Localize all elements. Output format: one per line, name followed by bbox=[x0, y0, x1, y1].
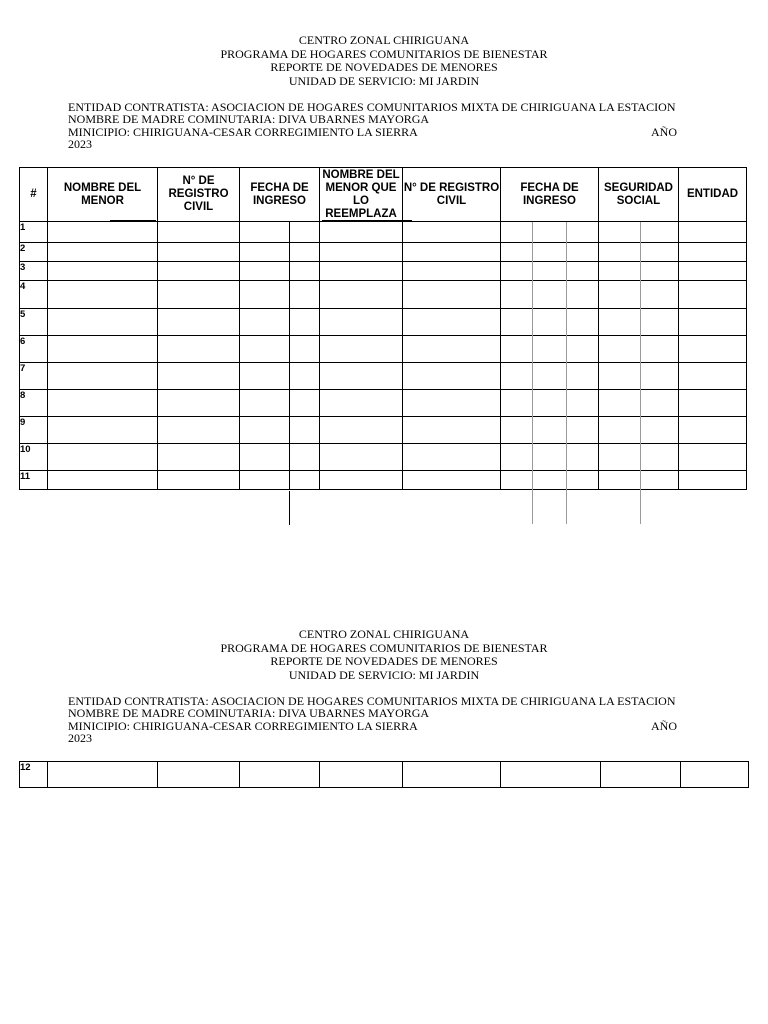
entidad-contratista: ENTIDAD CONTRATISTA: ASOCIACION DE HOGARES COMUNITARIOS MIXTA DE CHIRIGUANA LA ESTACION bbox=[68, 100, 676, 114]
row-number: 8 bbox=[20, 390, 48, 417]
row-number: 10 bbox=[20, 444, 48, 471]
anio-value: 2023 bbox=[68, 730, 92, 745]
table-cell[interactable] bbox=[158, 309, 240, 336]
table-cell[interactable] bbox=[599, 471, 679, 490]
table-cell[interactable] bbox=[290, 363, 320, 390]
header-program: PROGRAMA DE HOGARES COMUNITARIOS DE BIENESTAR bbox=[220, 640, 548, 655]
header-seguridad-social: SEGURIDAD SOCIAL bbox=[599, 168, 679, 222]
table-cell[interactable] bbox=[290, 281, 320, 309]
table-cell[interactable] bbox=[48, 243, 158, 262]
table-cell[interactable] bbox=[158, 762, 240, 788]
table-cell[interactable] bbox=[601, 762, 681, 788]
table-cell[interactable] bbox=[599, 444, 679, 471]
table-cell[interactable] bbox=[48, 309, 158, 336]
madre-comunitaria: NOMBRE DE MADRE COMINUTARIA: DIVA UBARNES MAYORGA bbox=[68, 706, 430, 721]
column-divider-extension bbox=[532, 222, 533, 524]
table-cell[interactable] bbox=[403, 262, 501, 281]
table-cell[interactable] bbox=[679, 262, 747, 281]
report-header-2 bbox=[0, 628, 768, 682]
header-zone: CENTRO ZONAL CHIRIGUANA bbox=[298, 627, 470, 641]
table-cell[interactable] bbox=[501, 363, 599, 390]
table-cell[interactable] bbox=[599, 417, 679, 444]
table-cell[interactable] bbox=[48, 390, 158, 417]
header-registro-civil-2: N° DE REGISTRO CIVIL bbox=[403, 168, 501, 222]
table-cell[interactable] bbox=[403, 222, 501, 243]
table-cell[interactable] bbox=[501, 309, 599, 336]
row-number: 3 bbox=[20, 262, 48, 281]
row-number: 2 bbox=[20, 243, 48, 262]
table-row bbox=[20, 444, 747, 471]
table-cell[interactable] bbox=[679, 471, 747, 490]
table-cell[interactable] bbox=[240, 309, 290, 336]
table-cell[interactable] bbox=[679, 390, 747, 417]
anio-label: AÑO bbox=[651, 124, 677, 139]
table-cell[interactable] bbox=[679, 309, 747, 336]
header-service-unit: UNIDAD DE SERVICIO: MI JARDIN bbox=[288, 667, 480, 682]
table-cell[interactable] bbox=[320, 281, 403, 309]
table-cell[interactable] bbox=[240, 417, 290, 444]
row-number: 7 bbox=[20, 363, 48, 390]
table-cell[interactable] bbox=[599, 281, 679, 309]
table-row bbox=[20, 471, 747, 490]
table-cell[interactable] bbox=[158, 243, 240, 262]
table-cell[interactable] bbox=[320, 363, 403, 390]
table-cell[interactable] bbox=[501, 471, 599, 490]
table-cell[interactable] bbox=[290, 262, 320, 281]
table-cell[interactable] bbox=[681, 762, 749, 788]
table-cell[interactable] bbox=[501, 444, 599, 471]
table-cell[interactable] bbox=[290, 471, 320, 490]
header-program: PROGRAMA DE HOGARES COMUNITARIOS DE BIENESTAR bbox=[220, 46, 548, 61]
header-zone: CENTRO ZONAL CHIRIGUANA bbox=[298, 33, 470, 47]
table-cell[interactable] bbox=[679, 243, 747, 262]
table-cell[interactable] bbox=[679, 417, 747, 444]
row-number: 6 bbox=[20, 336, 48, 363]
table-cell[interactable] bbox=[403, 762, 501, 788]
table-cell[interactable] bbox=[290, 336, 320, 363]
table-cell[interactable] bbox=[501, 262, 599, 281]
table-cell[interactable] bbox=[240, 243, 290, 262]
anio-value: 2023 bbox=[68, 136, 92, 151]
table-cell[interactable] bbox=[320, 262, 403, 281]
table-cell[interactable] bbox=[679, 281, 747, 309]
table-cell[interactable] bbox=[403, 243, 501, 262]
table-row bbox=[20, 309, 747, 336]
table-cell[interactable] bbox=[403, 471, 501, 490]
table-row bbox=[20, 363, 747, 390]
table-cell[interactable] bbox=[403, 281, 501, 309]
table-cell[interactable] bbox=[240, 262, 290, 281]
row-number: 1 bbox=[20, 222, 48, 243]
table-cell[interactable] bbox=[403, 309, 501, 336]
municipio-line bbox=[68, 720, 708, 732]
table-row bbox=[20, 243, 747, 262]
table-row bbox=[20, 222, 747, 243]
header-underline bbox=[322, 220, 412, 221]
table-row bbox=[20, 262, 747, 281]
header-entidad: ENTIDAD bbox=[679, 168, 747, 222]
table-row bbox=[20, 281, 747, 309]
table-cell[interactable] bbox=[290, 309, 320, 336]
table-cell[interactable] bbox=[48, 762, 158, 788]
header-report-title: REPORTE DE NOVEDADES DE MENORES bbox=[270, 654, 498, 668]
table-cell[interactable] bbox=[501, 281, 599, 309]
table-cell[interactable] bbox=[599, 309, 679, 336]
table-cell[interactable] bbox=[320, 222, 403, 243]
table-cell[interactable] bbox=[290, 390, 320, 417]
novedades-table-2 bbox=[19, 761, 749, 788]
table-cell[interactable] bbox=[501, 222, 599, 243]
table-cell[interactable] bbox=[679, 444, 747, 471]
row-number: 11 bbox=[20, 471, 48, 490]
table-cell[interactable] bbox=[240, 363, 290, 390]
table-cell[interactable] bbox=[48, 444, 158, 471]
anio-label: AÑO bbox=[651, 718, 677, 733]
header-fecha-ingreso-2: FECHA DE INGRESO bbox=[501, 168, 599, 222]
table-cell[interactable] bbox=[501, 390, 599, 417]
table-cell[interactable] bbox=[240, 471, 290, 490]
table-cell[interactable] bbox=[158, 281, 240, 309]
table-cell[interactable] bbox=[501, 762, 601, 788]
table-cell[interactable] bbox=[240, 222, 290, 243]
table-cell[interactable] bbox=[158, 336, 240, 363]
header-service-unit: UNIDAD DE SERVICIO: MI JARDIN bbox=[288, 73, 480, 88]
table-cell[interactable] bbox=[599, 222, 679, 243]
row-number: 4 bbox=[20, 281, 48, 309]
table-cell[interactable] bbox=[240, 444, 290, 471]
column-divider-extension bbox=[289, 491, 290, 525]
info-block-2 bbox=[68, 695, 708, 744]
table-cell[interactable] bbox=[320, 444, 403, 471]
table-cell[interactable] bbox=[158, 262, 240, 281]
municipio: MINICIPIO: CHIRIGUANA-CESAR CORREGIMIENTO LA SIERRA bbox=[68, 124, 418, 139]
table-row bbox=[20, 390, 747, 417]
table-cell[interactable] bbox=[158, 363, 240, 390]
madre-comunitaria: NOMBRE DE MADRE COMINUTARIA: DIVA UBARNES MAYORGA bbox=[68, 112, 430, 127]
table-cell[interactable] bbox=[403, 417, 501, 444]
table-cell[interactable] bbox=[48, 363, 158, 390]
table-cell[interactable] bbox=[48, 471, 158, 490]
table-cell[interactable] bbox=[48, 262, 158, 281]
header-hash: # bbox=[20, 168, 48, 222]
table-cell[interactable] bbox=[240, 336, 290, 363]
table-cell[interactable] bbox=[403, 363, 501, 390]
report-header-1 bbox=[0, 34, 768, 88]
column-divider-extension bbox=[640, 222, 641, 524]
header-report-title: REPORTE DE NOVEDADES DE MENORES bbox=[270, 60, 498, 74]
novedades-table-1 bbox=[19, 167, 747, 490]
table-cell[interactable] bbox=[320, 336, 403, 363]
table-cell[interactable] bbox=[679, 363, 747, 390]
table-cell[interactable] bbox=[290, 243, 320, 262]
table-row bbox=[20, 336, 747, 363]
table-cell[interactable] bbox=[158, 444, 240, 471]
table-cell[interactable] bbox=[240, 281, 290, 309]
table-cell[interactable] bbox=[599, 336, 679, 363]
table-cell[interactable] bbox=[501, 336, 599, 363]
table-cell[interactable] bbox=[320, 762, 403, 788]
table-cell[interactable] bbox=[320, 417, 403, 444]
table-cell[interactable] bbox=[501, 243, 599, 262]
table-row bbox=[20, 762, 749, 788]
header-nombre-reemplaza: NOMBRE DEL MENOR QUE LO REEMPLAZA bbox=[320, 168, 403, 222]
table-cell[interactable] bbox=[48, 281, 158, 309]
table-cell[interactable] bbox=[48, 222, 158, 243]
table-cell[interactable] bbox=[599, 390, 679, 417]
table-cell[interactable] bbox=[48, 336, 158, 363]
header-underline bbox=[110, 220, 156, 221]
row-number: 5 bbox=[20, 309, 48, 336]
table-cell[interactable] bbox=[240, 762, 320, 788]
header-nombre-menor: NOMBRE DEL MENOR bbox=[48, 168, 158, 222]
table-cell[interactable] bbox=[403, 336, 501, 363]
table-cell[interactable] bbox=[290, 417, 320, 444]
table-cell[interactable] bbox=[501, 417, 599, 444]
table-cell[interactable] bbox=[599, 363, 679, 390]
table-cell[interactable] bbox=[158, 222, 240, 243]
table-cell[interactable] bbox=[599, 243, 679, 262]
info-block-1 bbox=[68, 101, 708, 150]
table-cell[interactable] bbox=[320, 309, 403, 336]
table-cell[interactable] bbox=[290, 222, 320, 243]
column-divider-extension bbox=[566, 222, 567, 524]
table-cell[interactable] bbox=[158, 417, 240, 444]
table-cell[interactable] bbox=[158, 471, 240, 490]
table-cell[interactable] bbox=[48, 417, 158, 444]
table-row bbox=[20, 417, 747, 444]
table-cell[interactable] bbox=[679, 222, 747, 243]
header-registro-civil: N° DE REGISTRO CIVIL bbox=[158, 168, 240, 222]
table-cell[interactable] bbox=[679, 336, 747, 363]
row-number: 9 bbox=[20, 417, 48, 444]
municipio-line bbox=[68, 126, 708, 138]
municipio: MINICIPIO: CHIRIGUANA-CESAR CORREGIMIENTO LA SIERRA bbox=[68, 718, 418, 733]
entidad-contratista: ENTIDAD CONTRATISTA: ASOCIACION DE HOGARES COMUNITARIOS MIXTA DE CHIRIGUANA LA ESTACION bbox=[68, 694, 676, 708]
table-cell[interactable] bbox=[403, 390, 501, 417]
table-cell[interactable] bbox=[290, 444, 320, 471]
table-cell[interactable] bbox=[158, 390, 240, 417]
table-cell[interactable] bbox=[320, 390, 403, 417]
table-cell[interactable] bbox=[599, 262, 679, 281]
table-cell[interactable] bbox=[240, 390, 290, 417]
header-fecha-ingreso: FECHA DE INGRESO bbox=[240, 168, 320, 222]
table-cell[interactable] bbox=[403, 444, 501, 471]
table-cell[interactable] bbox=[320, 243, 403, 262]
table-cell[interactable] bbox=[320, 471, 403, 490]
row-number: 12 bbox=[20, 762, 48, 788]
